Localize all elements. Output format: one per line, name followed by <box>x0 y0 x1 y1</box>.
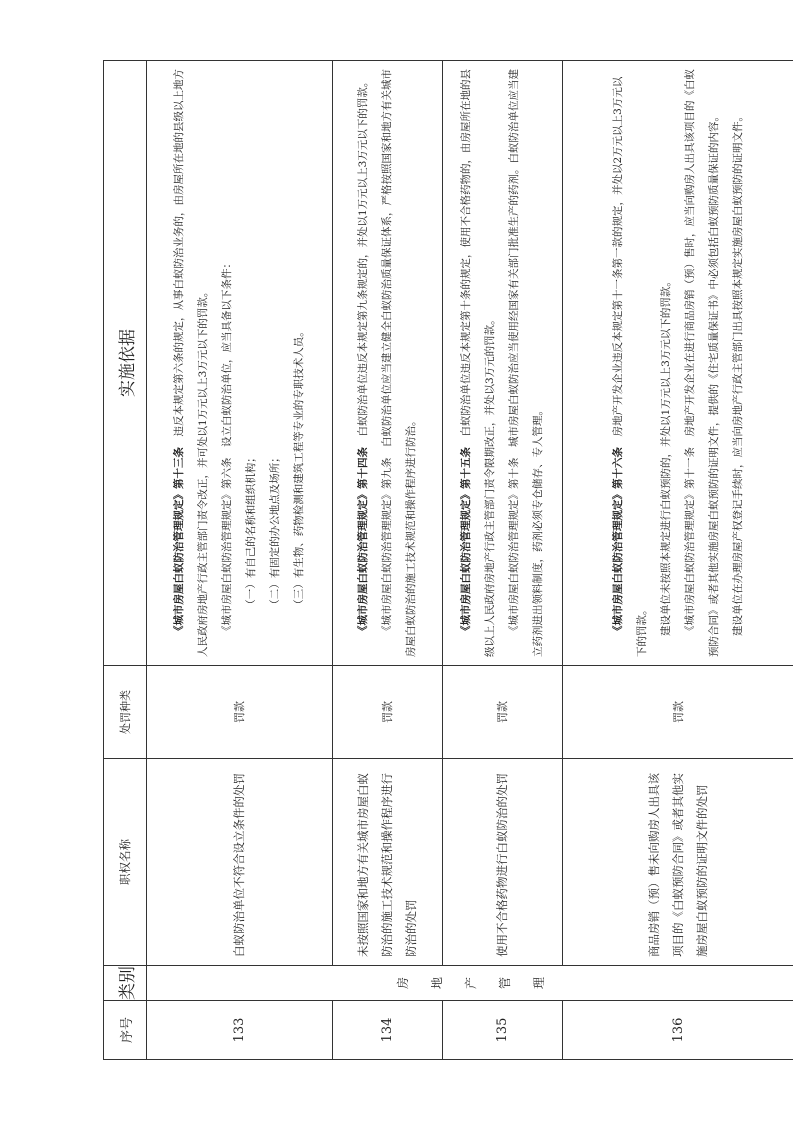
basis-text: 《城市房屋白蚁防治管理规定》第九条 白蚁防治单位应当建立健全白蚁防治质量保证体系，严格按照国家和地方有关城市房屋白蚁防治的施工技术规范和操作程序进行防治。 <box>381 69 418 657</box>
table-row <box>332 61 442 1060</box>
row-penalty: 罚款 <box>443 666 563 759</box>
row-penalty: 罚款 <box>147 666 333 759</box>
header-basis: 实施依据 <box>104 61 147 666</box>
row-basis <box>147 61 333 666</box>
basis-text: 白蚁防治单位违反本规定第九条规定的，并处以1万元以上3万元以下的罚款。 <box>357 76 370 437</box>
basis-paragraph <box>287 69 311 657</box>
rotated-table-wrapper <box>103 60 793 1060</box>
table-header-row <box>104 61 147 1060</box>
row-basis <box>562 61 793 666</box>
row-name: 未按照国家和地方有关城市房屋白蚁防治的施工技术规范和操作程序进行防治的处罚 <box>332 759 442 966</box>
basis-paragraph <box>239 69 263 657</box>
basis-paragraph <box>215 69 239 657</box>
basis-paragraph <box>375 69 423 657</box>
law-citation: 《城市房屋白蚁防治管理规定》第十五条 <box>460 447 473 636</box>
basis-paragraph <box>678 69 726 657</box>
basis-text: （二）有固定的办公地点及场所； <box>269 452 282 610</box>
category-label: 房 地 产 管 理 <box>395 977 546 990</box>
basis-text: 违反本规定第六条的规定，从事白蚁防治业务的，由房屋所在地的县级以上地方人民政府房地产行政主管部门责令改正，并可处以1万元以上3万元以下的罚款。 <box>173 69 210 657</box>
table-row <box>147 61 333 1060</box>
table-row <box>443 61 563 1060</box>
basis-text: 建设单位在办理房屋产权登记手续时，应当向房地产行政主管部门出具按照本规定实施房屋白蚁预防的证明文件。 <box>732 111 745 636</box>
law-citation: 《城市房屋白蚁防治管理规定》第十六条 <box>612 447 625 636</box>
row-basis <box>443 61 563 666</box>
basis-paragraph <box>263 69 287 657</box>
row-no: 135 <box>443 1001 563 1060</box>
row-no: 134 <box>332 1001 442 1060</box>
row-penalty: 罚款 <box>562 666 793 759</box>
basis-paragraph <box>654 69 678 657</box>
row-name: 商品房销（预）售未向购房人出具该项目的《白蚁预防合同》或者其他实施房屋白蚁预防的证明文件的处罚 <box>562 759 793 966</box>
header-category: 类别 <box>104 966 147 1001</box>
row-name: 白蚁防治单位不符合设立条件的处罚 <box>147 759 333 966</box>
header-penalty: 处罚种类 <box>104 666 147 759</box>
row-no: 136 <box>562 1001 793 1060</box>
basis-paragraph <box>351 69 375 657</box>
row-name: 使用不合格药物进行白蚁防治的处罚 <box>443 759 563 966</box>
basis-paragraph <box>726 69 750 657</box>
header-no: 序号 <box>104 1001 147 1060</box>
law-citation: 《城市房屋白蚁防治管理规定》第十四条 <box>357 447 370 636</box>
basis-text: （一）有自己的名称和组织机构； <box>245 452 258 610</box>
row-no: 133 <box>147 1001 333 1060</box>
basis-text: 《城市房屋白蚁防治管理规定》第十一条 房地产开发企业在进行商品房销（预）售时，应当向购房人出具该项目的《白蚁预防合同》或者其他实施房屋白蚁预防的证明文件，提供的《住宅质量保证书》中必须包括白蚁预防质量保证的内容。 <box>684 69 721 657</box>
basis-paragraph <box>454 69 502 657</box>
category-cell <box>147 966 793 1001</box>
basis-text: 《城市房屋白蚁防治管理规定》第六条 设立白蚁防治单位，应当具备以下条件： <box>221 258 234 636</box>
table-row <box>562 61 793 1060</box>
basis-paragraph <box>502 69 550 657</box>
basis-text: 《城市房屋白蚁防治管理规定》第十条 城市房屋白蚁防治应当使用经国家有关部门批准生产的药剂。白蚁防治单位应当建立药剂进出领料制度，药剂必须专仓储存、专人管理。 <box>508 69 545 657</box>
law-citation: 《城市房屋白蚁防治管理规定》第十三条 <box>173 447 186 636</box>
basis-paragraph <box>606 69 654 657</box>
basis-text: 房地产开发企业违反本规定第十一条第一款的规定，并处以2万元以上3万元以下的罚款。 <box>612 76 649 657</box>
basis-text: （三）有生物、药物检测和建筑工程等专业的专职技术人员。 <box>293 326 306 610</box>
basis-text: 白蚁防治单位违反本规定第十条的规定，使用不合格药物的，由房屋所在地的县级以上人民政府房地产行政主管部门责令限期改正，并处以3万元的罚款。 <box>460 69 497 657</box>
header-name: 职权名称 <box>104 759 147 966</box>
penalty-table <box>103 60 793 1060</box>
basis-paragraph <box>167 69 215 657</box>
row-basis <box>332 61 442 666</box>
row-penalty: 罚款 <box>332 666 442 759</box>
basis-text: 建设单位未按照本规定进行白蚁预防的，并处以1万元以上3万元以下的罚款。 <box>660 276 673 636</box>
